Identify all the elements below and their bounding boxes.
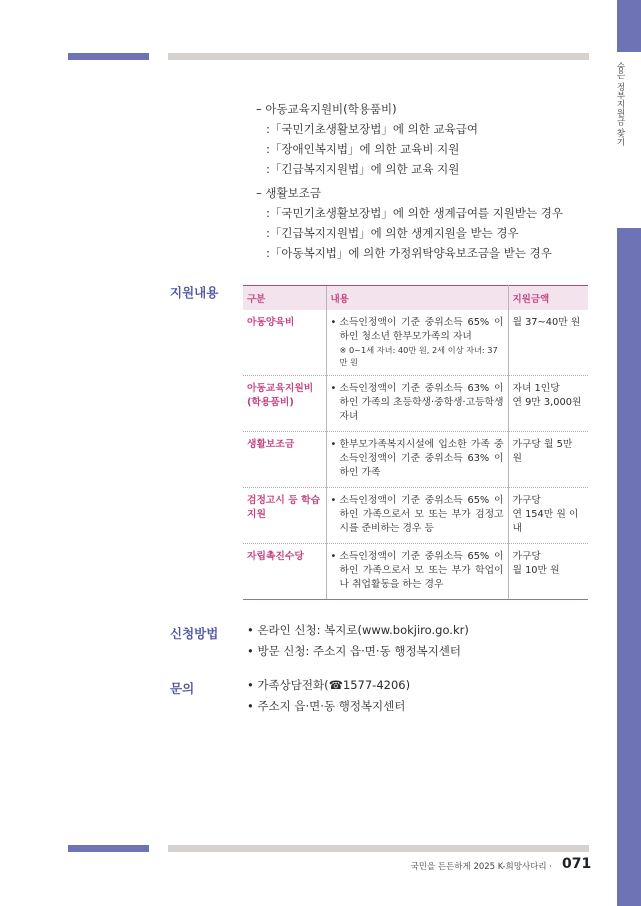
amount-line: 연 9만 3,000원 bbox=[512, 397, 582, 408]
support-section-label: 지원내용 bbox=[170, 285, 219, 300]
bullet-item: :「아동복지법」에 의한 가정위탁양육보조금을 받는 경우 bbox=[266, 246, 552, 260]
bullet-item: :「장애인복지법」에 의한 교육비 지원 bbox=[266, 142, 460, 156]
column-header: 구분 bbox=[243, 286, 326, 311]
row-category: 자립촉진수당 bbox=[243, 544, 326, 600]
bullet-item: :「긴급복지지원법」에 의한 교육 지원 bbox=[266, 162, 460, 176]
apply-item: • 온라인 신청: 복지로(www.bokjiro.go.kr) bbox=[247, 623, 469, 637]
contact-section-label: 문의 bbox=[170, 681, 195, 696]
footer-rule bbox=[168, 845, 589, 852]
row-amount bbox=[508, 544, 588, 600]
table-header-row bbox=[243, 286, 588, 311]
page-number: 071 bbox=[562, 856, 592, 872]
column-header: 내용 bbox=[326, 286, 508, 311]
table-row bbox=[243, 544, 588, 600]
bullet-dot: • bbox=[330, 439, 337, 450]
row-content bbox=[326, 488, 508, 544]
bullet-heading: – 생활보조금 bbox=[256, 186, 321, 200]
row-category: 아동양육비 bbox=[243, 310, 326, 376]
column-header: 지원금액 bbox=[508, 286, 588, 311]
bullet-item: :「국민기초생활보장법」에 의한 생계급여를 지원받는 경우 bbox=[266, 206, 564, 220]
apply-section-label: 신청방법 bbox=[170, 626, 219, 641]
side-tab-label: 숨은 정부지원금 찾기 bbox=[615, 62, 625, 147]
row-category: 아동교육지원비 (학용품비) bbox=[243, 376, 326, 432]
amount-line: 가구당 bbox=[512, 551, 541, 562]
row-note: ※ 0~1세 자녀: 40만 원, 2세 이상 자녀: 37만 원 bbox=[339, 345, 498, 367]
support-table bbox=[243, 285, 588, 600]
header-rule bbox=[168, 53, 589, 60]
footer-accent-bar bbox=[68, 845, 149, 852]
row-content bbox=[326, 376, 508, 432]
contact-item: • 가족상담전화(☎1577-4206) bbox=[247, 678, 411, 692]
row-amount bbox=[508, 432, 588, 488]
row-amount bbox=[508, 310, 588, 376]
bullet-dot: • bbox=[330, 317, 337, 328]
contact-list bbox=[247, 675, 577, 717]
amount-line: 자녀 1인당 bbox=[512, 383, 560, 394]
row-amount bbox=[508, 488, 588, 544]
apply-list bbox=[247, 620, 577, 662]
amount-line: 연 154만 원 이내 bbox=[512, 509, 579, 534]
table-row bbox=[243, 488, 588, 544]
footer-title: 국민을 든든하게 2025 K-희망사다리 · bbox=[410, 862, 552, 872]
row-content-text: 소득인정액이 기준 중위소득 65% 이하인 가족으로서 모 또는 부가 검정고시를 준비하는 경우 등 bbox=[339, 495, 504, 534]
amount-line: 가구당 bbox=[512, 495, 541, 506]
row-content-text: 소득인정액이 기준 중위소득 65% 이하인 청소년 한부모가족의 자녀 bbox=[339, 317, 504, 342]
table-row bbox=[243, 432, 588, 488]
bullet-heading: – 아동교육지원비(학용품비) bbox=[256, 102, 397, 116]
row-content bbox=[326, 432, 508, 488]
row-category: 생활보조금 bbox=[243, 432, 326, 488]
bullet-item: :「긴급복지지원법」에 의한 생계지원을 받는 경우 bbox=[266, 226, 519, 240]
apply-item: • 방문 신청: 주소지 읍·면·동 행정복지센터 bbox=[247, 644, 461, 658]
row-content-text: 한부모가족복지시설에 입소한 가족 중 소득인정액이 기준 중위소득 63% 이하인 가족 bbox=[339, 439, 504, 478]
header-accent-bar bbox=[68, 53, 149, 60]
bullet-item: :「국민기초생활보장법」에 의한 교육급여 bbox=[266, 122, 478, 136]
row-content bbox=[326, 310, 508, 376]
bullet-dot: • bbox=[330, 551, 337, 562]
amount-line: 가구당 월 5만 원 bbox=[512, 439, 573, 464]
row-content bbox=[326, 544, 508, 600]
bullet-dot: • bbox=[330, 495, 337, 506]
row-category: 검정고시 등 학습지원 bbox=[243, 488, 326, 544]
row-content-text: 소득인정액이 기준 중위소득 65% 이하인 가족으로서 모 또는 부가 학업이나 취업활동을 하는 경우 bbox=[339, 551, 504, 590]
bullet-dot: • bbox=[330, 383, 337, 394]
row-amount bbox=[508, 376, 588, 432]
table-row bbox=[243, 310, 588, 376]
table-row bbox=[243, 376, 588, 432]
row-content-text: 소득인정액이 기준 중위소득 63% 이하인 가족의 초등학생·중학생·고등학생 자녀 bbox=[339, 383, 504, 422]
amount-line: 월 10만 원 bbox=[512, 565, 560, 576]
amount-line: 월 37~40만 원 bbox=[512, 317, 581, 328]
contact-item: • 주소지 읍·면·동 행정복지센터 bbox=[247, 699, 406, 713]
eligibility-bullets bbox=[256, 99, 596, 263]
